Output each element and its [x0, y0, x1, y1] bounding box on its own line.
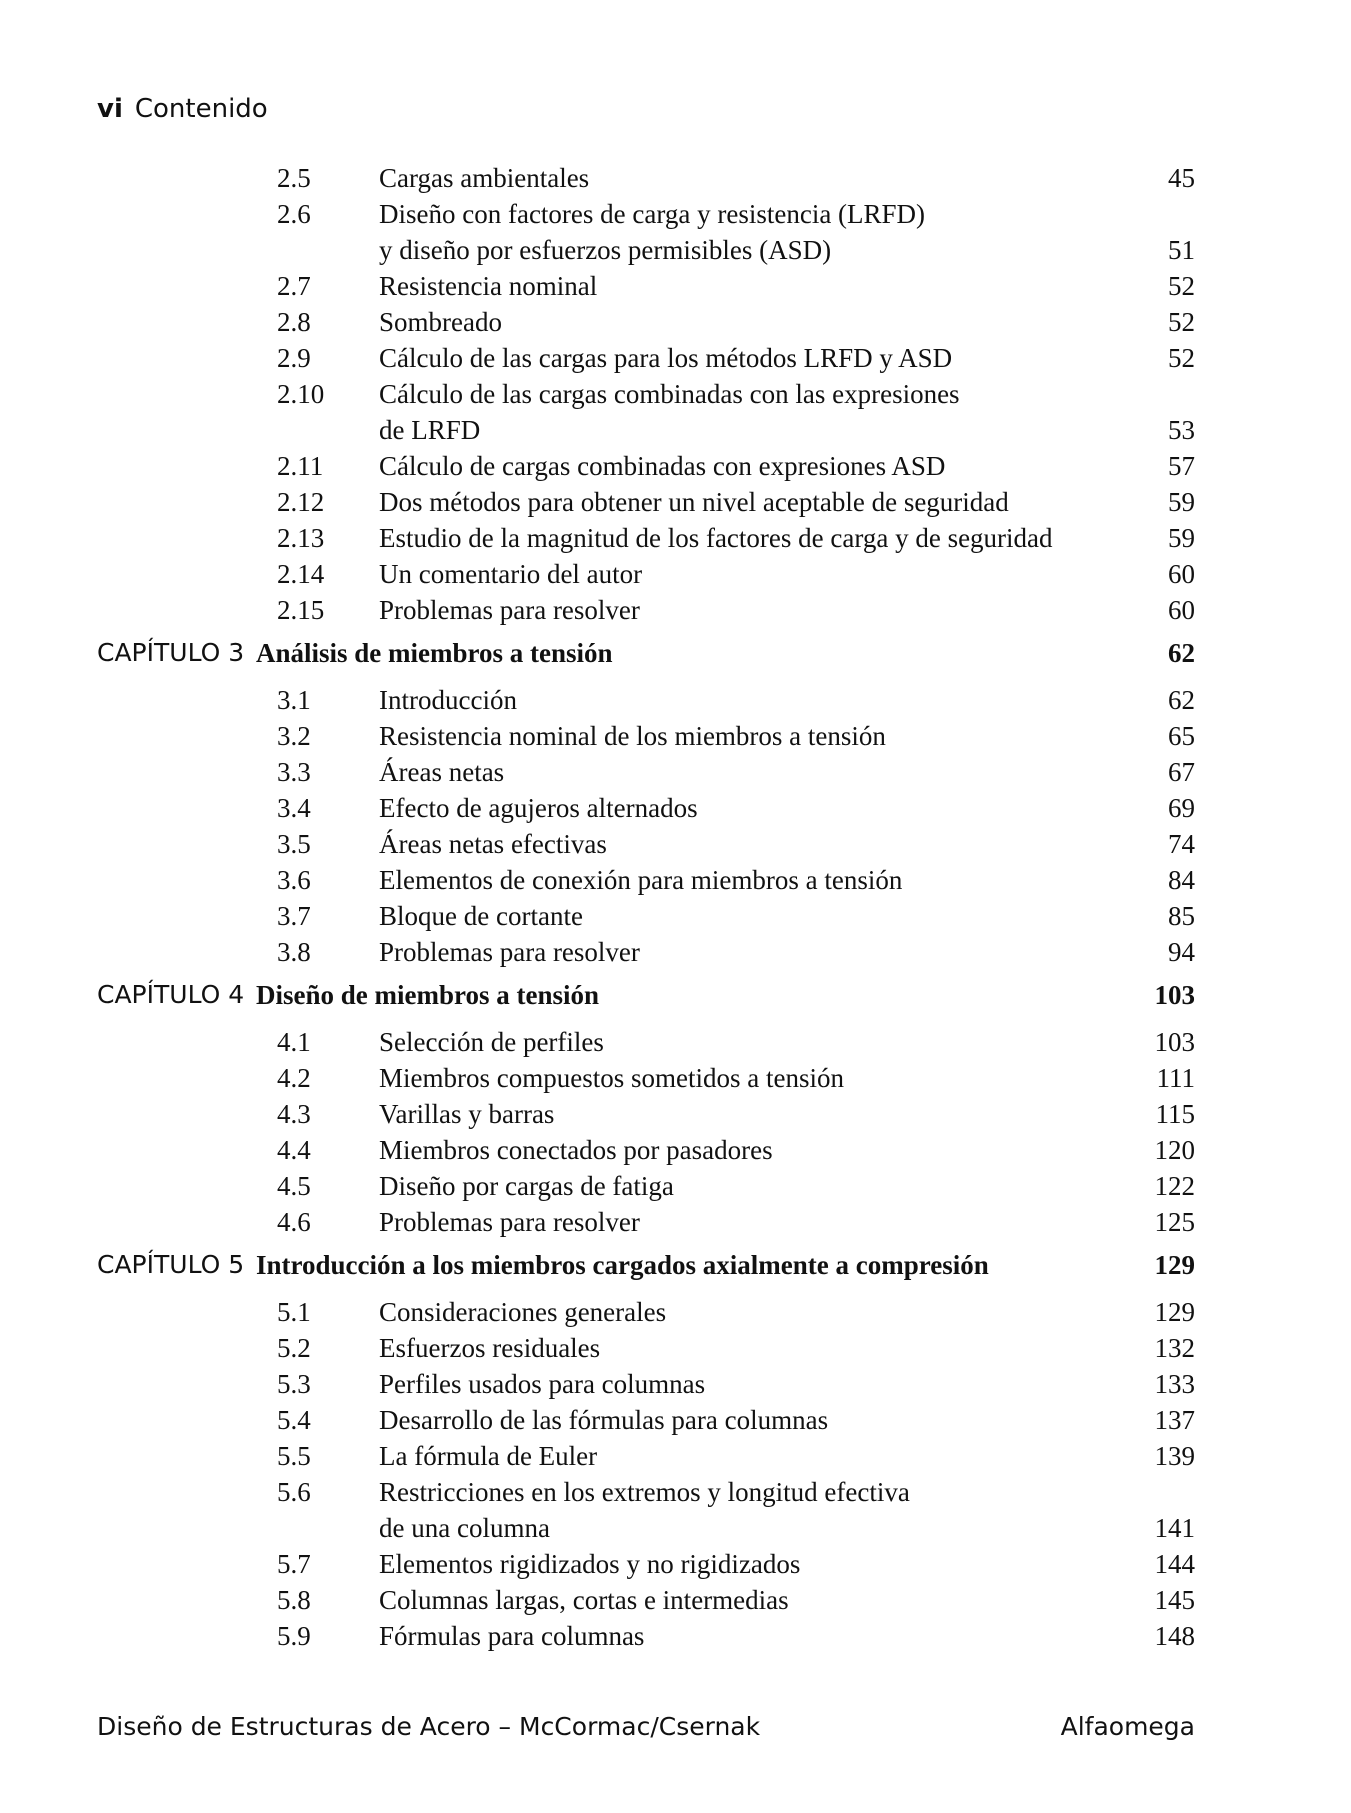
- section-title: [379, 754, 1125, 790]
- section-page-number: 53: [1168, 415, 1195, 445]
- toc-entry[interactable]: [97, 520, 1195, 556]
- section-page-number: 133: [1154, 1369, 1195, 1399]
- section-title-line: Fórmulas para columnas: [379, 1621, 645, 1651]
- section-page-number: 141: [1154, 1513, 1195, 1543]
- chapter-heading[interactable]: [97, 974, 1195, 1016]
- section-title: [379, 160, 1125, 196]
- section-title: [379, 1294, 1125, 1330]
- section-page-number: 62: [1168, 685, 1195, 715]
- toc-entry[interactable]: [97, 682, 1195, 718]
- toc-entry[interactable]: [97, 1546, 1195, 1582]
- table-of-contents: [97, 160, 1195, 1654]
- toc-entry[interactable]: [97, 1024, 1195, 1060]
- section-number: 5.4: [277, 1405, 311, 1435]
- toc-entry[interactable]: [97, 1402, 1195, 1438]
- section-number: 2.13: [277, 523, 325, 553]
- toc-entry[interactable]: [97, 934, 1195, 970]
- section-title: [379, 1060, 1125, 1096]
- section-title-line: Problemas para resolver: [379, 937, 640, 967]
- section-title: [379, 718, 1125, 754]
- chapter-label: CAPÍTULO 3: [97, 638, 245, 667]
- section-number: 5.7: [277, 1549, 311, 1579]
- section-title: [379, 1168, 1125, 1204]
- section-title-line: Miembros compuestos sometidos a tensión: [379, 1063, 844, 1093]
- section-number: 5.3: [277, 1369, 311, 1399]
- section-number: 5.2: [277, 1333, 311, 1363]
- section-title-line: de una columna: [379, 1513, 550, 1543]
- chapter-page-number: 129: [1154, 1250, 1195, 1280]
- section-page-number: 115: [1155, 1099, 1195, 1129]
- section-title-line: Cálculo de las cargas combinadas con las expresiones: [379, 379, 960, 409]
- section-number: 4.5: [277, 1171, 311, 1201]
- section-page-number: 45: [1168, 163, 1195, 193]
- section-page-number: 57: [1168, 451, 1195, 481]
- section-page-number: 145: [1154, 1585, 1195, 1615]
- chapter-heading[interactable]: [97, 1244, 1195, 1286]
- section-title-line: Cargas ambientales: [379, 163, 590, 193]
- section-title: [379, 790, 1125, 826]
- footer-publisher: Alfaomega: [1060, 1712, 1195, 1741]
- section-title-line: Bloque de cortante: [379, 901, 583, 931]
- section-title: [379, 682, 1125, 718]
- chapter-title: Diseño de miembros a tensión: [256, 980, 600, 1010]
- toc-entry[interactable]: [97, 754, 1195, 790]
- section-number: 3.4: [277, 793, 311, 823]
- section-title: [379, 1330, 1125, 1366]
- toc-entry[interactable]: [97, 448, 1195, 484]
- section-number: 5.9: [277, 1621, 311, 1651]
- section-number: 5.6: [277, 1477, 311, 1507]
- section-title: [379, 1024, 1125, 1060]
- section-title: [379, 556, 1125, 592]
- section-title: [379, 1582, 1125, 1618]
- toc-entry[interactable]: [97, 790, 1195, 826]
- section-title: [379, 1132, 1125, 1168]
- toc-chapter-block: [97, 632, 1195, 970]
- section-title: [379, 268, 1125, 304]
- chapter-label: CAPÍTULO 4: [97, 980, 245, 1009]
- section-page-number: 74: [1168, 829, 1195, 859]
- toc-entry[interactable]: [97, 1168, 1195, 1204]
- section-title: [379, 1402, 1125, 1438]
- section-title-line: Cálculo de cargas combinadas con expresiones ASD: [379, 451, 946, 481]
- section-page-number: 103: [1154, 1027, 1195, 1057]
- section-title-line: y diseño por esfuerzos permisibles (ASD): [379, 235, 832, 265]
- toc-entry[interactable]: [97, 1060, 1195, 1096]
- section-page-number: 52: [1168, 307, 1195, 337]
- section-title-line: Diseño por cargas de fatiga: [379, 1171, 674, 1201]
- section-page-number: 65: [1168, 721, 1195, 751]
- section-title-line: Elementos de conexión para miembros a tensión: [379, 865, 903, 895]
- toc-entry[interactable]: [97, 862, 1195, 898]
- section-number: 3.1: [277, 685, 311, 715]
- section-title-line: Problemas para resolver: [379, 1207, 640, 1237]
- section-title: [379, 862, 1125, 898]
- section-page-number: 85: [1168, 901, 1195, 931]
- section-number: 2.7: [277, 271, 311, 301]
- toc-entry[interactable]: [97, 1294, 1195, 1330]
- section-title-line: Un comentario del autor: [379, 559, 643, 589]
- section-number: 2.6: [277, 199, 311, 229]
- section-title: [379, 1618, 1125, 1654]
- section-page-number: 51: [1168, 235, 1195, 265]
- section-title: [379, 934, 1125, 970]
- section-number: 2.11: [277, 451, 324, 481]
- section-page-number: 132: [1154, 1333, 1195, 1363]
- section-title-line: Áreas netas efectivas: [379, 829, 607, 859]
- section-number: 4.4: [277, 1135, 311, 1165]
- chapter-title: Introducción a los miembros cargados axialmente a compresión: [256, 1250, 989, 1280]
- section-title: [379, 340, 1125, 376]
- section-title-line: Estudio de la magnitud de los factores de carga y de seguridad: [379, 523, 1053, 553]
- section-title-line: Resistencia nominal: [379, 271, 598, 301]
- section-number: 3.2: [277, 721, 311, 751]
- section-title: [379, 826, 1125, 862]
- section-title-line: Restricciones en los extremos y longitud efectiva: [379, 1477, 910, 1507]
- section-title-line: Áreas netas: [379, 757, 505, 787]
- section-number: 3.5: [277, 829, 311, 859]
- section-title: [379, 1204, 1125, 1240]
- section-number: 2.14: [277, 559, 325, 589]
- toc-chapter-block: [97, 974, 1195, 1240]
- section-page-number: 120: [1154, 1135, 1195, 1165]
- section-number: 2.5: [277, 163, 311, 193]
- section-number: 2.12: [277, 487, 325, 517]
- section-title-line: Esfuerzos residuales: [379, 1333, 601, 1363]
- toc-entry[interactable]: [97, 196, 1195, 268]
- toc-entry[interactable]: [97, 484, 1195, 520]
- section-number: 4.2: [277, 1063, 311, 1093]
- toc-entry[interactable]: [97, 376, 1195, 448]
- section-number: 2.8: [277, 307, 311, 337]
- section-page-number: 52: [1168, 271, 1195, 301]
- section-title-line: Efecto de agujeros alternados: [379, 793, 698, 823]
- chapter-heading[interactable]: [97, 632, 1195, 674]
- section-page-number: 60: [1168, 559, 1195, 589]
- toc-entry[interactable]: [97, 718, 1195, 754]
- section-number: 3.6: [277, 865, 311, 895]
- toc-entry[interactable]: [97, 1618, 1195, 1654]
- section-title: [379, 592, 1125, 628]
- section-title-line: Elementos rigidizados y no rigidizados: [379, 1549, 801, 1579]
- section-page-number: 52: [1168, 343, 1195, 373]
- section-title-line: Miembros conectados por pasadores: [379, 1135, 773, 1165]
- toc-entry[interactable]: [97, 1096, 1195, 1132]
- section-number: 4.3: [277, 1099, 311, 1129]
- toc-entry[interactable]: [97, 268, 1195, 304]
- section-number: 5.8: [277, 1585, 311, 1615]
- toc-entry[interactable]: [97, 1474, 1195, 1546]
- section-title-line: Columnas largas, cortas e intermedias: [379, 1585, 789, 1615]
- toc-entry[interactable]: [97, 304, 1195, 340]
- section-page-number: 148: [1154, 1621, 1195, 1651]
- toc-entry[interactable]: [97, 826, 1195, 862]
- section-number: 4.6: [277, 1207, 311, 1237]
- section-title: [379, 376, 1125, 448]
- section-page-number: 60: [1168, 595, 1195, 625]
- section-title-line: de LRFD: [379, 415, 481, 445]
- toc-chapter-block: [97, 160, 1195, 628]
- running-title: Contenido: [134, 94, 268, 124]
- chapter-page-number: 62: [1168, 638, 1195, 668]
- section-number: 2.9: [277, 343, 311, 373]
- footer-book-title: Diseño de Estructuras de Acero – McCormac/Csernak: [97, 1712, 761, 1741]
- section-title: [379, 304, 1125, 340]
- toc-entry[interactable]: [97, 556, 1195, 592]
- section-number: 3.7: [277, 901, 311, 931]
- toc-entry[interactable]: [97, 1132, 1195, 1168]
- section-page-number: 139: [1154, 1441, 1195, 1471]
- toc-entry[interactable]: [97, 1366, 1195, 1402]
- toc-entry[interactable]: [97, 1582, 1195, 1618]
- section-title-line: Cálculo de las cargas para los métodos LRFD y ASD: [379, 343, 953, 373]
- section-page-number: 111: [1156, 1063, 1195, 1093]
- section-page-number: 122: [1154, 1171, 1195, 1201]
- section-title: [379, 484, 1125, 520]
- toc-chapter-block: [97, 1244, 1195, 1654]
- toc-entry[interactable]: [97, 1438, 1195, 1474]
- toc-entry[interactable]: [97, 160, 1195, 196]
- toc-entry[interactable]: [97, 1330, 1195, 1366]
- section-number: 3.8: [277, 937, 311, 967]
- section-number: 3.3: [277, 757, 311, 787]
- section-page-number: 59: [1168, 523, 1195, 553]
- section-title: [379, 898, 1125, 934]
- section-page-number: 59: [1168, 487, 1195, 517]
- section-title-line: La fórmula de Euler: [379, 1441, 598, 1471]
- section-title-line: Diseño con factores de carga y resistencia (LRFD): [379, 199, 926, 229]
- section-title-line: Problemas para resolver: [379, 595, 640, 625]
- section-number: 2.10: [277, 379, 325, 409]
- section-number: 2.15: [277, 595, 325, 625]
- running-head: [97, 94, 268, 124]
- section-number: 5.5: [277, 1441, 311, 1471]
- chapter-title: Análisis de miembros a tensión: [256, 638, 613, 668]
- section-page-number: 125: [1154, 1207, 1195, 1237]
- chapter-page-number: 103: [1154, 980, 1195, 1010]
- section-title: [379, 1096, 1125, 1132]
- section-title-line: Selección de perfiles: [379, 1027, 604, 1057]
- section-page-number: 137: [1154, 1405, 1195, 1435]
- section-title: [379, 1546, 1125, 1582]
- toc-entry[interactable]: [97, 898, 1195, 934]
- toc-entry[interactable]: [97, 592, 1195, 628]
- section-title-line: Sombreado: [379, 307, 502, 337]
- page-folio: vi: [97, 94, 123, 124]
- section-title: [379, 1366, 1125, 1402]
- section-number: 4.1: [277, 1027, 311, 1057]
- section-page-number: 144: [1154, 1549, 1195, 1579]
- section-title: [379, 196, 1125, 268]
- section-number: 5.1: [277, 1297, 311, 1327]
- section-title-line: Dos métodos para obtener un nivel aceptable de seguridad: [379, 487, 1009, 517]
- section-page-number: 94: [1168, 937, 1195, 967]
- toc-entry[interactable]: [97, 1204, 1195, 1240]
- section-title-line: Perfiles usados para columnas: [379, 1369, 706, 1399]
- toc-entry[interactable]: [97, 340, 1195, 376]
- section-title-line: Resistencia nominal de los miembros a tensión: [379, 721, 886, 751]
- section-page-number: 67: [1168, 757, 1195, 787]
- section-title: [379, 1438, 1125, 1474]
- section-page-number: 69: [1168, 793, 1195, 823]
- section-title: [379, 1474, 1125, 1546]
- chapter-label: CAPÍTULO 5: [97, 1250, 245, 1279]
- section-page-number: 129: [1154, 1297, 1195, 1327]
- section-page-number: 84: [1168, 865, 1195, 895]
- section-title-line: Consideraciones generales: [379, 1297, 667, 1327]
- section-title: [379, 448, 1125, 484]
- section-title-line: Varillas y barras: [379, 1099, 555, 1129]
- section-title-line: Desarrollo de las fórmulas para columnas: [379, 1405, 829, 1435]
- section-title: [379, 520, 1125, 556]
- section-title-line: Introducción: [379, 685, 517, 715]
